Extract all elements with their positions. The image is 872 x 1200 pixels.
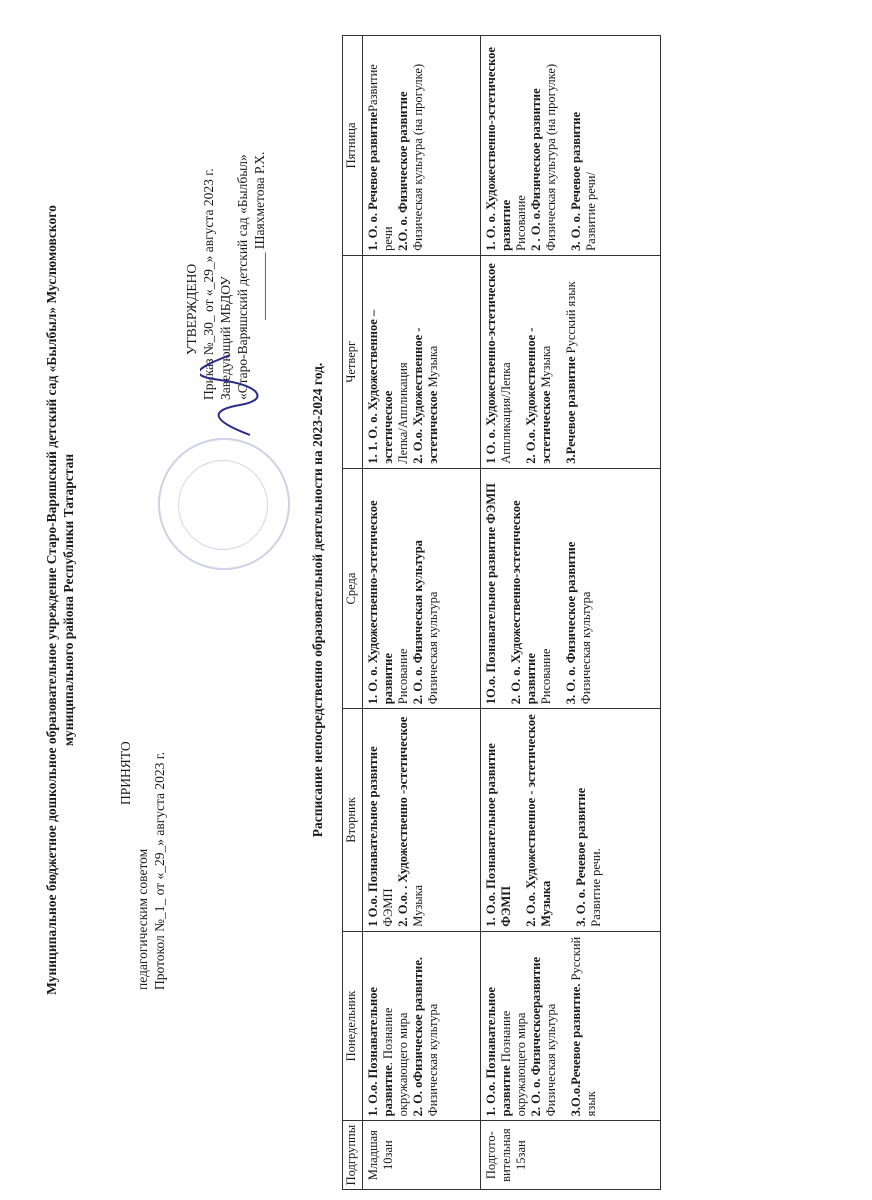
thursday-cell: 1 О. о. Художественно-эстетическое Аппликация/Лепка 2. О.о. Художественное - эстетическое Музыка 3.Речевое развитие Русский язык xyxy=(481,255,661,468)
approved-line3: «Старо-Варяшский детский сад «Былбыл» xyxy=(235,154,250,400)
org-header-line1: Муниципальное бюджетное дошкольное образовательное учреждение Старо-Варяшский детский сад «Былбыл» Муслюмовского xyxy=(44,205,59,995)
tuesday-cell: 1 О.о. Познавательное развитие ФЭМП 2. О.о. . Художественно -эстетическое Музыка xyxy=(363,709,481,932)
friday-cell: 1. О. о. Художественно-эстетическое развитие Рисование 2 . О. о.Физическое развитие Физическая культура (на прогулке) 3. О. о. Речевое развитие Развитие речи/ xyxy=(481,36,661,256)
accepted-line2: Протокол №_1_ от «_29_» августа 2023 г. xyxy=(152,751,167,990)
seal-stamp-inner xyxy=(178,460,268,550)
org-header-line2: муниципального района Республики Татарстан xyxy=(61,453,76,747)
monday-cell: 1. О.о. Познавательное развитие Познание окружающего мира 2. О. о. Физическоеразвитие Физическая культура 3.О.о.Речевое развитие. Русский язык xyxy=(481,931,661,1121)
accepted-line1: педагогическим советом xyxy=(135,848,150,990)
signature xyxy=(200,350,260,440)
header-cell: Четверг xyxy=(343,255,363,468)
wednesday-cell: 1. О. о. Художественно-эстетическое развитие Рисование 2. О. о. Физическая культура Физическая культура xyxy=(363,468,481,708)
schedule-table xyxy=(342,35,661,1190)
accepted-title: ПРИНЯТО xyxy=(118,741,133,805)
monday-cell: 1. О.о. Познавательное развитие. Познание окружающего мира 2. О. оФизическое развитие. Физическая культура xyxy=(363,931,481,1121)
approved-title: УТВЕРЖДЕНО xyxy=(184,263,199,355)
tuesday-cell: 1. О.о. Познавательное развитие ФЭМП 2. О.о. Художественное - эстетическое Музыка 3. О. о. Речевое развитие Развитие речи. xyxy=(481,709,661,932)
header-cell: Среда xyxy=(343,468,363,708)
approved-line4: __________ Шаяхметова Р.Х. xyxy=(252,151,267,320)
schedule-title: Расписание непосредственно образовательной деятельности на 2023-2024 год. xyxy=(310,362,325,838)
group-cell: Подгото-вительная 15зан xyxy=(481,1121,661,1190)
table-row xyxy=(481,36,661,1190)
header-cell: Понедельник xyxy=(343,931,363,1121)
approved-line2: Заведующий МБДОУ xyxy=(218,276,233,400)
thursday-cell: 1. 1. О. о. Художественное – эстетическое Лепка/Аппликация 2. О.о. Художественное - эстетическое Музыка xyxy=(363,255,481,468)
header-cell: Вторник xyxy=(343,709,363,932)
header-cell: Пятница xyxy=(343,36,363,256)
wednesday-cell: 1О.о. Познавательное развитие ФЭМП 2. О. о. Художественно-эстетическое развитие Рисование 3. О. о. Физическое развитие Физическая культура xyxy=(481,468,661,708)
group-cell: Младшая 10зан xyxy=(363,1121,481,1190)
friday-cell: 1. О. о. Речевое развитиеРазвитие речи 2.О. о. Физическое развитие Физическая культура (на прогулке) xyxy=(363,36,481,256)
approved-line1: Приказ №_30_ от «_29_» августа 2023 г. xyxy=(201,168,216,400)
header-cell: Подгруппы xyxy=(343,1121,363,1190)
table-header-row xyxy=(343,36,363,1190)
table-row xyxy=(363,36,481,1190)
